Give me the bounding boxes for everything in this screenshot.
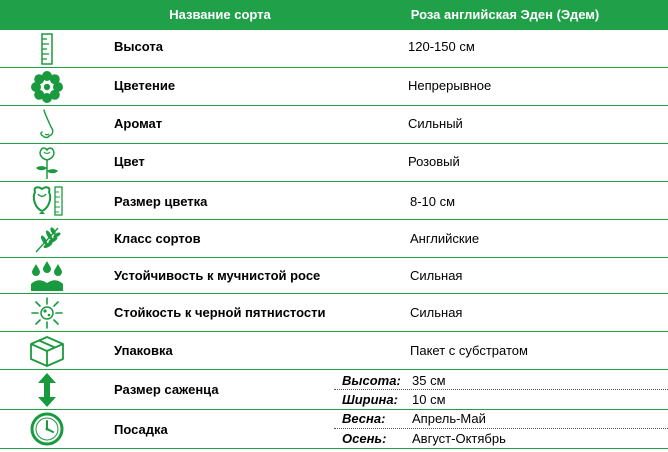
row-value: 8-10 см xyxy=(410,194,456,209)
ruler-icon xyxy=(24,32,70,66)
rose-ruler-icon xyxy=(24,184,70,218)
seedling-label: Размер саженца xyxy=(114,382,219,397)
droplets-icon xyxy=(24,259,70,293)
header-rose-name: Роза английская Эден (Эдем) xyxy=(410,7,600,22)
table-row xyxy=(0,144,668,182)
row-value: Сильная xyxy=(410,305,463,320)
header-variety-name: Название сорта xyxy=(169,7,271,22)
spots-icon xyxy=(24,296,70,330)
vertical-arrows-icon xyxy=(24,373,70,407)
row-label: Высота xyxy=(114,39,163,54)
planting-spring-label: Весна: xyxy=(342,411,386,426)
clock-icon xyxy=(24,412,70,446)
row-divider xyxy=(334,389,668,390)
seedling-width-label: Ширина: xyxy=(342,392,398,407)
table-row xyxy=(0,30,668,68)
package-box-icon xyxy=(24,334,70,368)
row-value: Розовый xyxy=(408,154,460,169)
leaf-sprig-icon xyxy=(24,222,70,256)
flower-icon xyxy=(24,70,70,104)
row-label: Цветение xyxy=(114,78,176,93)
table-row xyxy=(0,410,668,452)
rose-icon xyxy=(24,146,70,180)
row-value: Пакет с субстратом xyxy=(410,343,528,358)
table-row xyxy=(0,294,668,332)
seedling-height-value: 35 см xyxy=(412,373,446,388)
row-label: Упаковка xyxy=(114,343,173,358)
nose-icon xyxy=(24,108,70,142)
table-row xyxy=(0,258,668,294)
row-value: Английские xyxy=(410,231,480,246)
table-row xyxy=(0,332,668,370)
row-value: Сильная xyxy=(410,268,463,283)
table-row xyxy=(0,370,668,410)
seedling-height-label: Высота: xyxy=(342,373,401,388)
row-divider xyxy=(0,448,668,449)
table-row xyxy=(0,68,668,106)
table-row xyxy=(0,182,668,220)
table-header xyxy=(0,0,668,30)
planting-autumn-label: Осень: xyxy=(342,431,387,446)
seedling-width-value: 10 см xyxy=(412,392,446,407)
row-value: Непрерывное xyxy=(408,78,492,93)
row-label: Устойчивость к мучнистой росе xyxy=(114,268,321,283)
row-value: Сильный xyxy=(408,116,463,131)
planting-autumn-value: Август-Октябрь xyxy=(412,431,506,446)
row-label: Аромат xyxy=(114,116,163,131)
table-row xyxy=(0,220,668,258)
row-label: Класс сортов xyxy=(114,231,201,246)
table-row xyxy=(0,106,668,144)
row-label: Стойкость к черной пятнистости xyxy=(114,305,326,320)
row-label: Размер цветка xyxy=(114,194,208,209)
planting-label: Посадка xyxy=(114,422,168,437)
row-value: 120-150 см xyxy=(408,39,475,54)
planting-spring-value: Апрель-Май xyxy=(412,411,486,426)
row-label: Цвет xyxy=(114,154,145,169)
row-divider xyxy=(334,428,668,429)
